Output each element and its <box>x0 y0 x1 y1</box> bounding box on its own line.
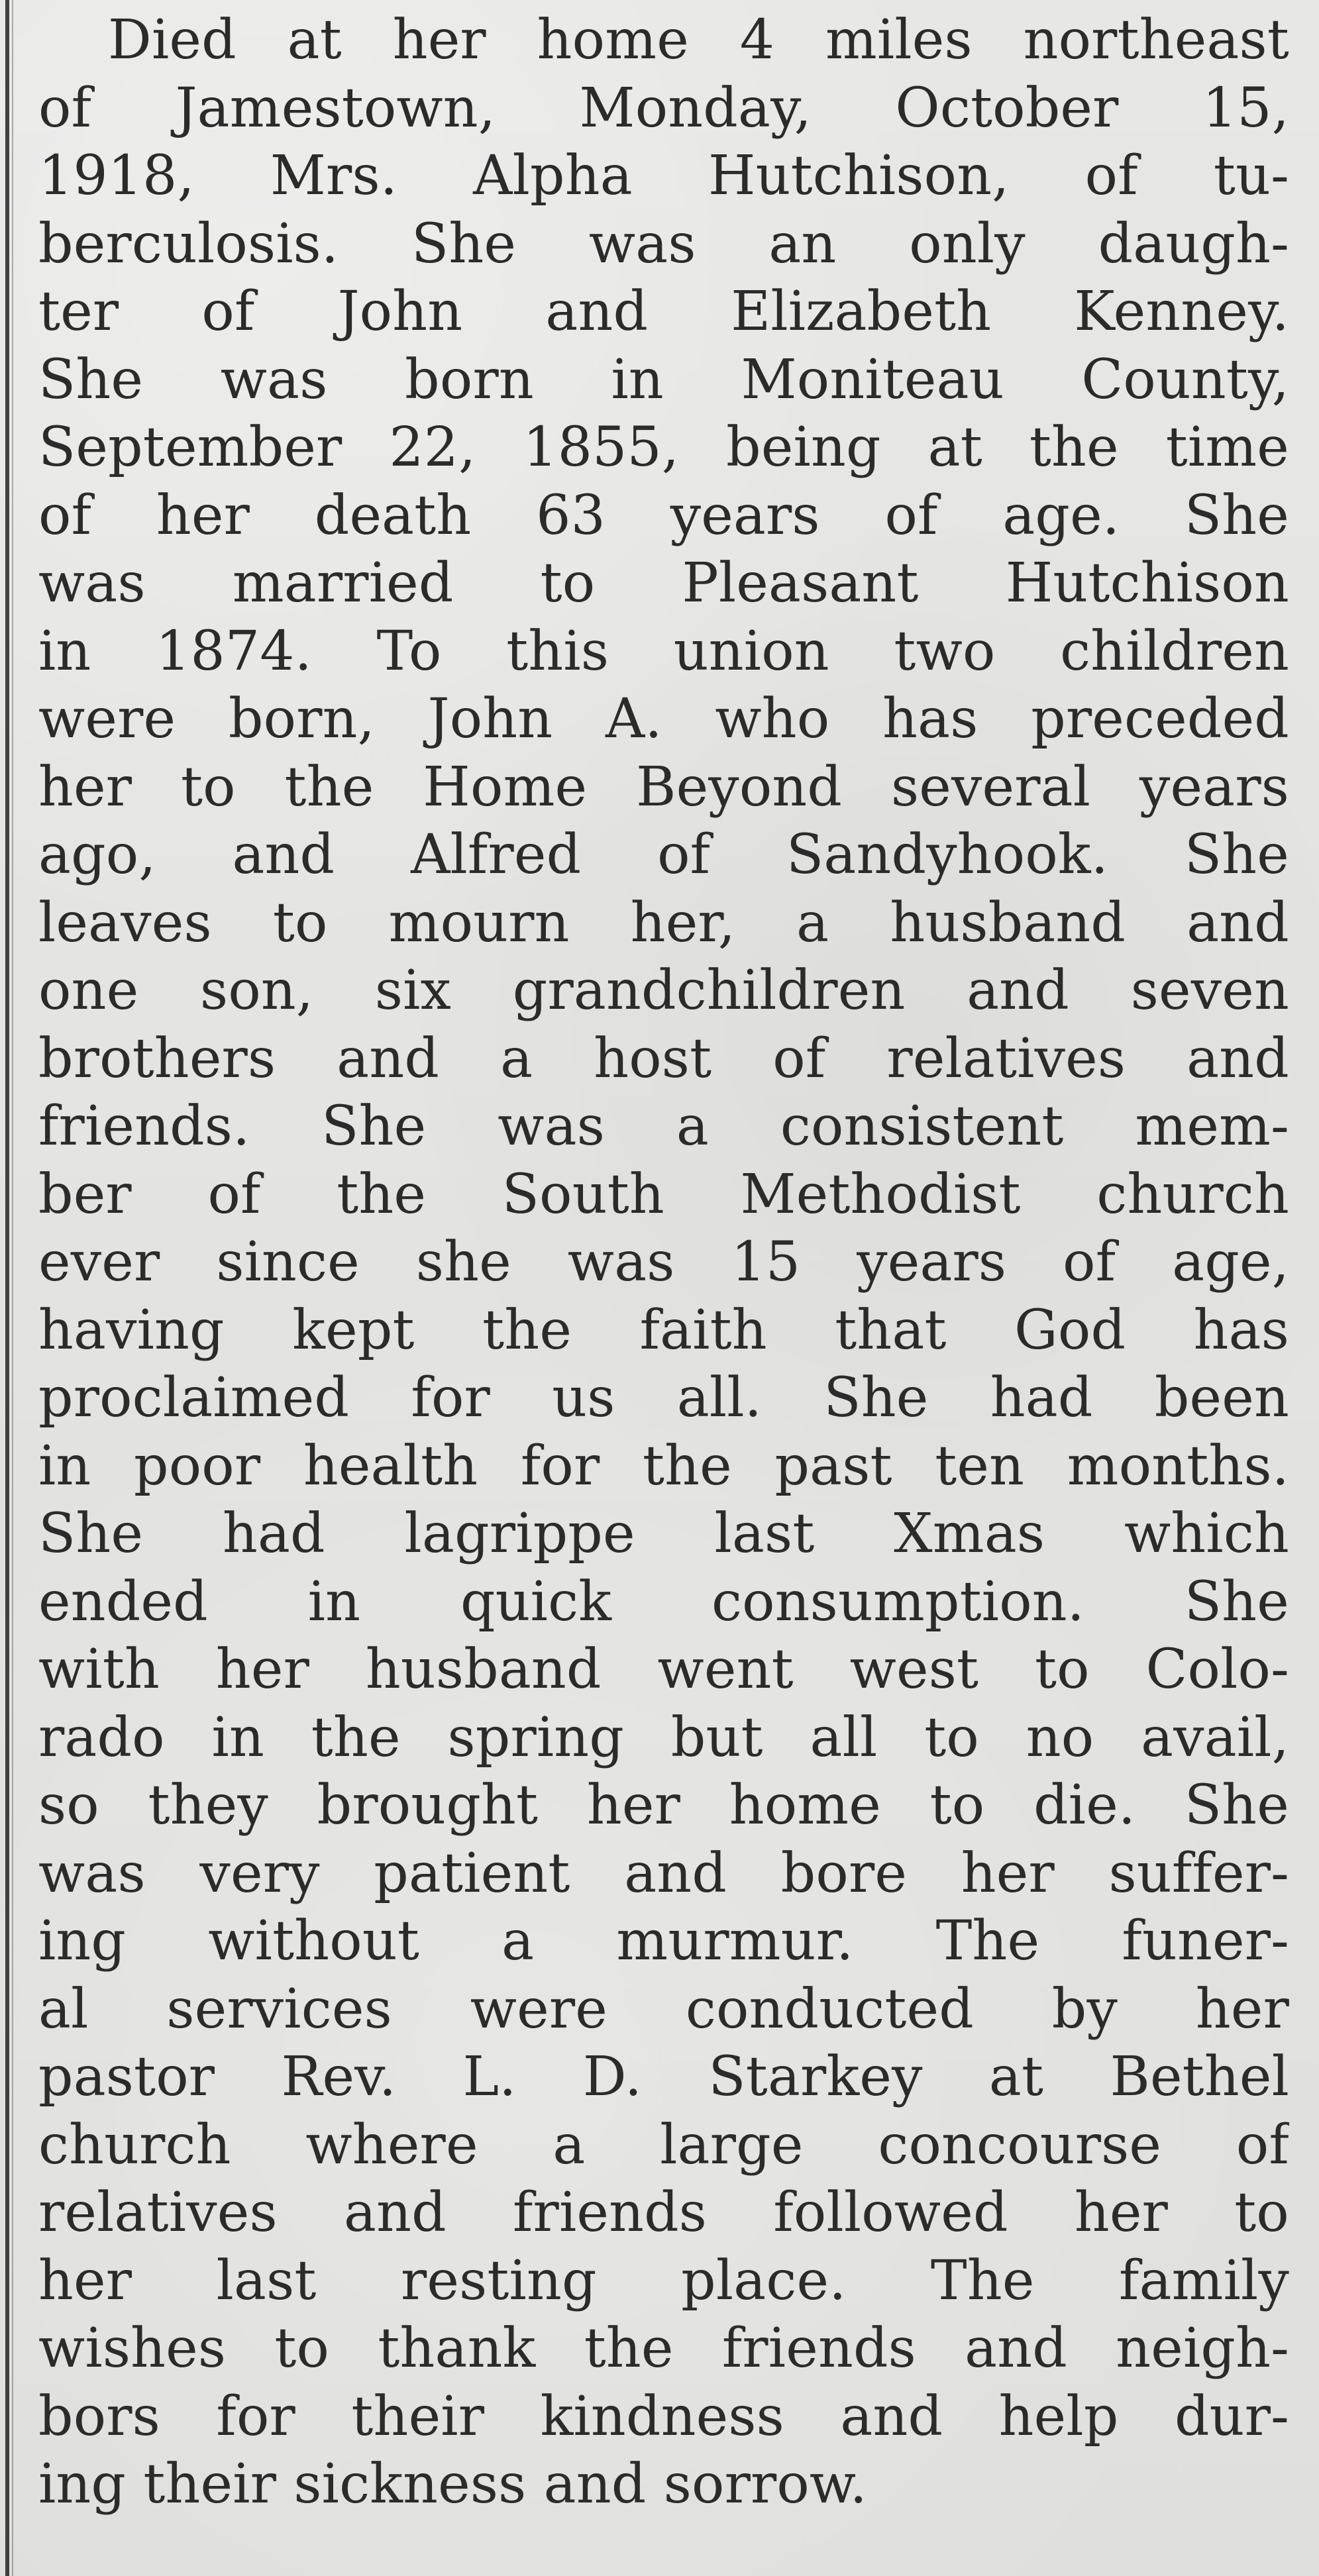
article-line-26: rado in the spring but all to no avail, <box>38 1706 1289 1769</box>
article-line-13: ago, and Alfred of Sandyhook. She <box>38 823 1289 886</box>
article-line-30: al services were conducted by her <box>38 1977 1289 2041</box>
article-line-17: friends. She was a consistent mem- <box>38 1095 1289 1158</box>
obituary-article <box>38 7 1289 2563</box>
article-line-28: was very patient and bore her suffer- <box>38 1841 1289 1905</box>
column-rule <box>5 0 9 2576</box>
article-line-7: September 22, 1855, being at the time <box>38 416 1289 479</box>
article-line-6: She was born in Moniteau County, <box>38 348 1289 411</box>
article-line-25: with her husband went west to Colo- <box>38 1638 1289 1701</box>
article-line-16: brothers and a host of relatives and <box>38 1027 1289 1090</box>
article-line-4: berculosis. She was an only daugh- <box>38 212 1289 276</box>
article-line-27: so they brought her home to die. She <box>38 1774 1289 1837</box>
article-line-8: of her death 63 years of age. She <box>38 484 1289 547</box>
article-line-1: Died at her home 4 miles northeast <box>108 9 1289 72</box>
article-line-29: ing without a murmur. The funer- <box>38 1910 1289 1973</box>
article-line-14: leaves to mourn her, a husband and <box>38 891 1289 954</box>
article-line-33: relatives and friends followed her to <box>38 2181 1289 2244</box>
article-line-10: in 1874. To this union two children <box>38 619 1289 683</box>
column-rule-shadow <box>12 0 13 2576</box>
article-line-36: bors for their kindness and help dur- <box>38 2385 1289 2448</box>
article-line-32: church where a large concourse of <box>38 2113 1289 2177</box>
article-line-12: her to the Home Beyond several years <box>38 755 1289 819</box>
article-line-19: ever since she was 15 years of age, <box>38 1231 1289 1294</box>
article-line-20: having kept the faith that God has <box>38 1298 1289 1362</box>
article-line-2: of Jamestown, Monday, October 15, <box>38 76 1289 140</box>
article-line-11: were born, John A. who has preceded <box>38 688 1289 750</box>
article-line-15: one son, six grandchildren and seven <box>38 959 1289 1022</box>
article-line-34: her last resting place. The family <box>38 2249 1289 2312</box>
article-line-24: ended in quick consumption. She <box>38 1570 1289 1633</box>
article-line-18: ber of the South Methodist church <box>38 1162 1289 1226</box>
article-line-22: in poor health for the past ten months. <box>38 1434 1289 1498</box>
article-line-5: ter of John and Elizabeth Kenney. <box>38 280 1289 343</box>
article-line-9: was married to Pleasant Hutchison <box>38 552 1289 615</box>
article-line-23: She had lagrippe last Xmas which <box>38 1502 1289 1565</box>
article-line-35: wishes to thank the friends and neigh- <box>38 2317 1289 2380</box>
article-line-31: pastor Rev. L. D. Starkey at Bethel <box>38 2045 1289 2108</box>
article-line-21: proclaimed for us all. She had been <box>38 1366 1289 1429</box>
article-line-3: 1918, Mrs. Alpha Hutchison, of tu- <box>38 144 1289 207</box>
article-line-37: ing their sickness and sorrow. <box>38 2453 867 2516</box>
